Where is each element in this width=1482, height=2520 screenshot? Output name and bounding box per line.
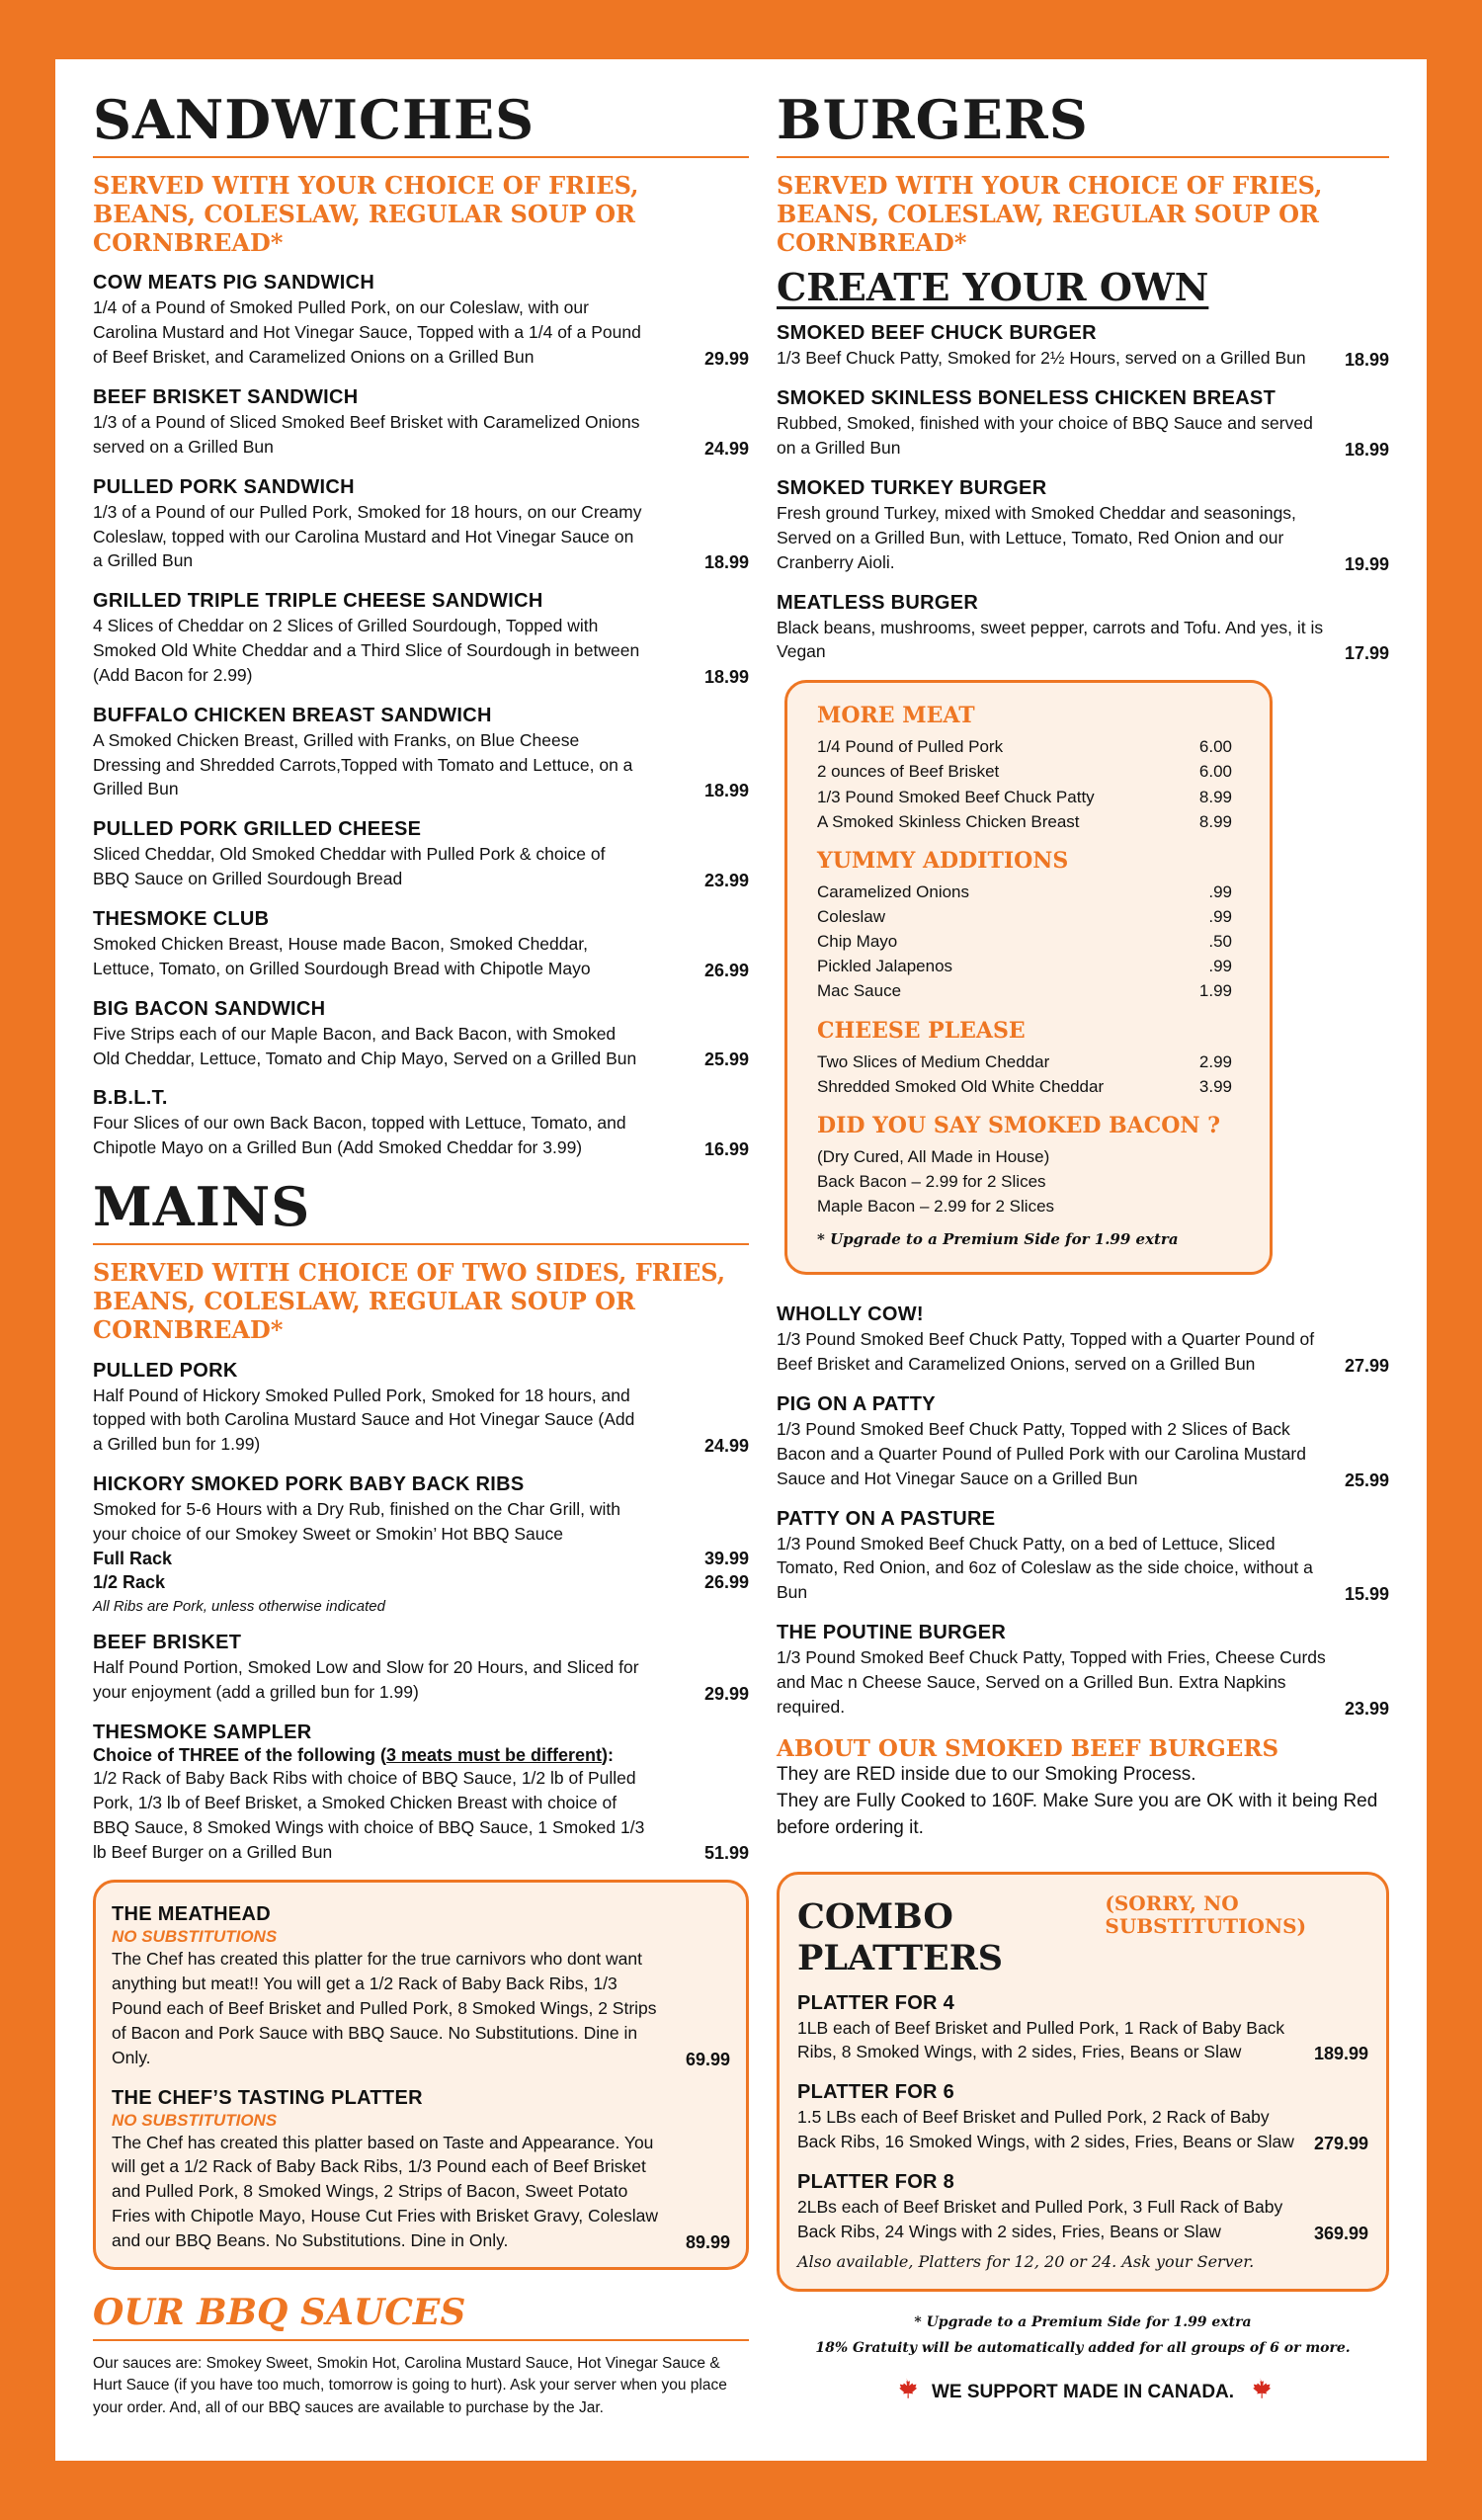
item-price: 25.99 — [703, 1050, 749, 1070]
extra-label: Caramelized Onions — [817, 882, 970, 901]
item-name: PATTY ON A PASTURE — [777, 1507, 996, 1530]
extra-price: .99 — [1208, 957, 1232, 976]
menu-item — [777, 1507, 1389, 1606]
item-name: SMOKED SKINLESS BONELESS CHICKEN BREAST — [777, 387, 1276, 410]
extra-label: Pickled Jalapenos — [817, 957, 953, 976]
item-desc: Fresh ground Turkey, mixed with Smoked Cheddar and seasonings, Served on a Grilled Bun, with Lettuce, Tomato, Red Onion and our Cranberry Aioli. — [777, 503, 1296, 572]
extra-row — [817, 1074, 1232, 1099]
extra-row — [817, 929, 1232, 954]
item-name: THESMOKE SAMPLER — [93, 1722, 312, 1744]
bacon-line: Maple Bacon – 2.99 for 2 Slices — [817, 1197, 1055, 1217]
item-name: PULLED PORK GRILLED CHEESE — [93, 818, 422, 841]
combo-title: COMBO PLATTERS — [797, 1895, 1004, 1978]
item-desc: 1/3 Beef Chuck Patty, Smoked for 2½ Hours, served on a Grilled Bun — [777, 348, 1306, 369]
extra-row — [817, 785, 1232, 809]
item-price: 23.99 — [703, 870, 749, 890]
extra-label: Chip Mayo — [817, 932, 898, 952]
extra-row — [817, 809, 1232, 834]
item-name: PLATTER FOR 8 — [797, 2170, 955, 2193]
item-price: 27.99 — [1344, 1356, 1389, 1377]
item-price: 18.99 — [703, 666, 749, 687]
item-desc: Smoked Chicken Breast, House made Bacon, Smoked Cheddar, Lettuce, Tomato, on Grilled Sourdough Bread with Chipotle Mayo — [93, 933, 591, 978]
item-price: 19.99 — [1344, 553, 1389, 574]
item-name: PLATTER FOR 6 — [797, 2081, 955, 2104]
item-desc: 1/3 Pound Smoked Beef Chuck Patty, on a bed of Lettuce, Sliced Tomato, Red Onion, and 6oz of Coleslaw as the side choice, without a Bun — [777, 1533, 1313, 1603]
extra-label: Two Slices of Medium Cheddar — [817, 1051, 1050, 1071]
sampler-choice — [93, 1745, 749, 1766]
item-price: 29.99 — [703, 349, 749, 370]
item-desc: Smoked for 5-6 Hours with a Dry Rub, finished on the Char Grill, with your choice of our Smokey Sweet or Smokin’ Hot BBQ Sauce — [93, 1499, 620, 1544]
rack-price: 26.99 — [703, 1572, 749, 1593]
create-your-own-title: CREATE YOUR OWN — [777, 265, 1209, 310]
menu-item — [777, 591, 1389, 665]
extra-price: 8.99 — [1198, 787, 1232, 806]
no-substitutions-label: NO SUBSTITUTIONS — [112, 1927, 278, 1947]
item-desc: 1/3 Pound Smoked Beef Chuck Patty, Topped with 2 Slices of Back Bacon and a Quarter Pound of Pulled Pork with our Carolina Mustard Sauce and Hot Vinegar Sauce on a Grilled Bun — [777, 1419, 1306, 1488]
cheese-please-title: CHEESE PLEASE — [817, 1017, 1026, 1044]
menu-item — [93, 1631, 749, 1705]
extras-box — [784, 680, 1273, 1275]
item-desc: Sliced Cheddar, Old Smoked Cheddar with Pulled Pork & choice of BBQ Sauce on Grilled Sourdough Bread — [93, 844, 606, 889]
mains-title: MAINS — [93, 1176, 749, 1245]
item-price: 24.99 — [703, 1436, 749, 1457]
item-name: THE CHEF’S TASTING PLATTER — [112, 2086, 423, 2109]
item-price: 89.99 — [685, 2231, 730, 2252]
item-desc: 1.5 LBs each of Beef Brisket and Pulled Pork, 2 Rack of Baby Back Ribs, 16 Smoked Wings, with 2 sides, Fries, Beans or Slaw — [797, 2107, 1294, 2152]
item-price: 369.99 — [1313, 2223, 1368, 2243]
sandwiches-title: SANDWICHES — [93, 89, 749, 158]
menu-item — [93, 475, 749, 574]
menu-item — [93, 997, 749, 1071]
extra-price: .99 — [1208, 907, 1232, 927]
choice-underlined: 3 meats must be different — [385, 1745, 603, 1766]
item-desc: 1LB each of Beef Brisket and Pulled Pork, 1 Rack of Baby Back Ribs, 8 Smoked Wings, with 2 sides, Fries, Beans or Slaw — [797, 2017, 1285, 2062]
sandwich-list — [93, 271, 749, 1160]
menu-item — [797, 2080, 1368, 2154]
extra-label: Mac Sauce — [817, 981, 902, 1001]
footer-gratuity: 18% Gratuity will be automatically added for all groups of 6 or more. — [815, 2340, 1351, 2357]
item-desc: 1/2 Rack of Baby Back Ribs with choice of BBQ Sauce, 1/2 lb of Pulled Pork, 1/3 lb of Beef Brisket, a Smoked Chicken Breast with choice of BBQ Sauce, 8 Smoked Wings with choice of BBQ Sauce, 1 Smoked 1/3 lb Beef Burger on a Grilled Bun — [93, 1768, 645, 1862]
menu-item — [93, 907, 749, 981]
item-price: 18.99 — [703, 552, 749, 573]
item-name: BEEF BRISKET SANDWICH — [93, 386, 359, 409]
sandwiches-served-note: SERVED WITH YOUR CHOICE OF FRIES, BEANS, COLESLAW, REGULAR SOUP OR CORNBREAD* — [93, 171, 639, 257]
item-name: MEATLESS BURGER — [777, 591, 979, 614]
item-price: 51.99 — [703, 1843, 749, 1864]
more-meat-title: MORE MEAT — [817, 703, 975, 729]
canada-text: WE SUPPORT MADE IN CANADA. — [931, 2381, 1235, 2402]
yummy-additions-title: YUMMY ADDITIONS — [817, 847, 1069, 874]
menu-item — [93, 1086, 749, 1160]
about-burgers-line: They are Fully Cooked to 160F. Make Sure you are OK with it being Red before ordering it. — [777, 1790, 1378, 1838]
menu-item — [112, 1902, 730, 2069]
extra-label: 2 ounces of Beef Brisket — [817, 762, 1000, 782]
menu-item — [93, 1359, 749, 1458]
item-price: 29.99 — [703, 1684, 749, 1705]
about-burgers-line: They are RED inside due to our Smoking Process. — [777, 1763, 1196, 1785]
bacon-line: (Dry Cured, All Made in House) — [817, 1146, 1050, 1166]
extra-label: 1/3 Pound Smoked Beef Chuck Patty — [817, 787, 1095, 806]
item-name: THE MEATHEAD — [112, 1903, 272, 1926]
menu-item — [93, 1472, 749, 1615]
item-desc: Black beans, mushrooms, sweet pepper, carrots and Tofu. And yes, it is Vegan — [777, 617, 1324, 662]
extra-price: 3.99 — [1198, 1076, 1232, 1096]
combo-platters-box — [777, 1872, 1389, 2292]
item-desc: 1/3 of a Pound of our Pulled Pork, Smoked for 18 hours, on our Creamy Coleslaw, topped with our Carolina Mustard and Hot Vinegar Sauce on a Grilled Bun — [93, 501, 642, 571]
ribs-half-rack — [93, 1570, 749, 1594]
item-name: THE POUTINE BURGER — [777, 1622, 1007, 1644]
choice-text: Choice of THREE of the following ( — [93, 1745, 386, 1766]
item-name: SMOKED TURKEY BURGER — [777, 477, 1047, 500]
item-desc: Rubbed, Smoked, finished with your choice of BBQ Sauce and served on a Grilled Bun — [777, 413, 1313, 459]
item-desc: 1/4 of a Pound of Smoked Pulled Pork, on our Coleslaw, with our Carolina Mustard and Hot Vinegar Sauce, Topped with a 1/4 of a Pound of Beef Brisket, and Caramelized Onions on a Grilled Bun — [93, 297, 641, 368]
footer-notes — [777, 2310, 1389, 2362]
menu-item — [777, 1621, 1389, 1720]
item-price: 24.99 — [703, 438, 749, 459]
item-desc: 1/3 Pound Smoked Beef Chuck Patty, Topped with a Quarter Pound of Beef Brisket and Caramelized Onions, served on a Grilled Bun — [777, 1329, 1315, 1375]
item-price: 18.99 — [1344, 440, 1389, 461]
item-price: 23.99 — [1344, 1698, 1389, 1719]
item-name: PULLED PORK — [93, 1359, 238, 1382]
made-in-canada — [777, 2376, 1389, 2409]
item-desc: 2LBs each of Beef Brisket and Pulled Pork, 3 Full Rack of Baby Back Ribs, 24 Wings with 2 sides, Fries, Beans or Slaw — [797, 2196, 1283, 2241]
smoked-bacon-title: DID YOU SAY SMOKED BACON ? — [817, 1112, 1221, 1138]
extra-price: .99 — [1208, 882, 1232, 901]
menu-item — [93, 271, 749, 370]
menu-item — [93, 589, 749, 688]
ribs-full-rack — [93, 1547, 749, 1570]
right-column — [777, 89, 1389, 2409]
rack-label: Full Rack — [93, 1548, 173, 1568]
item-desc: The Chef has created this platter based on Taste and Appearance. You will get a 1/2 Rack of Baby Back Ribs, 1/3 Pound each of Beef Brisket and Pulled Pork, 8 Smoked Wings, 2 Strips of Bacon, Sweet Potato Fries with Chipotle Mayo, House Cut Fries with Brisket Gravy, Coleslaw and our BBQ Beans. No Substitutions. Dine in Only. — [112, 2132, 659, 2250]
menu-item — [777, 1392, 1389, 1491]
combo-no-subs: (SORRY, NO SUBSTITUTIONS) — [1105, 1890, 1307, 1938]
extra-price: 2.99 — [1198, 1051, 1232, 1071]
item-desc: 1/3 of a Pound of Sliced Smoked Beef Brisket with Caramelized Onions served on a Grilled Bun — [93, 412, 640, 457]
item-name: PLATTER FOR 4 — [797, 1991, 955, 2014]
about-burgers-title: ABOUT OUR SMOKED BEEF BURGERS — [777, 1734, 1279, 1762]
menu-item — [93, 704, 749, 802]
menu-item — [93, 1721, 749, 1864]
item-price: 26.99 — [703, 960, 749, 980]
menu-item — [777, 1302, 1389, 1377]
extra-price: 6.00 — [1198, 737, 1232, 757]
item-desc: Half Pound Portion, Smoked Low and Slow for 20 Hours, and Sliced for your enjoyment (add a grilled bun for 1.99) — [93, 1657, 639, 1703]
item-desc: 4 Slices of Cheddar on 2 Slices of Grilled Sourdough, Topped with Smoked Old White Cheddar and a Third Slice of Sourdough in between (Add Bacon for 2.99) — [93, 616, 640, 685]
extra-price: .50 — [1208, 932, 1232, 952]
upgrade-note: * Upgrade to a Premium Side for 1.99 extra — [817, 1230, 1179, 1249]
item-price: 189.99 — [1313, 2044, 1368, 2064]
menu-item — [797, 2170, 1368, 2244]
menu-item — [797, 1991, 1368, 2065]
menu-item — [112, 2086, 730, 2253]
maple-leaf-icon — [1246, 2376, 1274, 2409]
item-name: B.B.L.T. — [93, 1087, 168, 1110]
extra-label: Coleslaw — [817, 907, 885, 927]
combo-header — [797, 1892, 1368, 1979]
menu-item — [93, 817, 749, 891]
item-name: BEEF BRISKET — [93, 1632, 242, 1654]
ribs-note: All Ribs are Pork, unless otherwise indicated — [93, 1598, 385, 1616]
rack-label: 1/2 Rack — [93, 1572, 166, 1593]
menu-item — [777, 321, 1389, 371]
item-price: 17.99 — [1344, 643, 1389, 664]
menu-item — [93, 385, 749, 460]
item-name: HICKORY SMOKED PORK BABY BACK RIBS — [93, 1473, 525, 1496]
extra-label: A Smoked Skinless Chicken Breast — [817, 811, 1080, 831]
item-price: 18.99 — [1344, 350, 1389, 371]
item-name: THESMOKE CLUB — [93, 907, 270, 930]
burgers-served-note: SERVED WITH YOUR CHOICE OF FRIES, BEANS, COLESLAW, REGULAR SOUP OR CORNBREAD* — [777, 171, 1323, 257]
extra-price: 8.99 — [1198, 811, 1232, 831]
item-name: BIG BACON SANDWICH — [93, 997, 326, 1020]
left-column — [93, 89, 749, 2419]
item-desc: Half Pound of Hickory Smoked Pulled Pork, Smoked for 18 hours, and topped with both Carolina Mustard Sauce and Hot Vinegar Sauce (Add a Grilled bun for 1.99) — [93, 1385, 635, 1455]
item-name: WHOLLY COW! — [777, 1303, 924, 1326]
item-desc: A Smoked Chicken Breast, Grilled with Franks, on Blue Cheese Dressing and Shredded Carrots,Topped with Tomato and Lettuce, on a Grilled Bun — [93, 729, 633, 799]
bacon-line: Back Bacon – 2.99 for 2 Slices — [817, 1172, 1046, 1192]
item-desc: Five Strips each of our Maple Bacon, and Back Bacon, with Smoked Old Cheddar, Lettuce, Tomato and Chip Mayo, Served on a Grilled Bun — [93, 1023, 637, 1068]
bbq-sauces-text: Our sauces are: Smokey Sweet, Smokin Hot, Carolina Mustard Sauce, Hot Vinegar Sauce & Hurt Sauce (if you have too much, tomorrow is going to hurt). Ask your server when you place your order. And, all of our BBQ sauces are available to purchase by the Jar. — [93, 2354, 727, 2416]
item-desc: 1/3 Pound Smoked Beef Chuck Patty, Topped with Fries, Cheese Curds and Mac n Cheese Sauce, Served on a Grilled Bun. Extra Napkins required. — [777, 1647, 1326, 1717]
maple-leaf-icon — [892, 2376, 920, 2409]
extra-row — [817, 1050, 1232, 1074]
item-price: 15.99 — [1344, 1584, 1389, 1605]
bbq-sauces-title: OUR BBQ SAUCES — [93, 2292, 749, 2341]
item-desc: Four Slices of our own Back Bacon, topped with Lettuce, Tomato, and Chipotle Mayo on a Grilled Bun (Add Smoked Cheddar for 3.99) — [93, 1113, 626, 1158]
menu-page — [55, 59, 1427, 2461]
extra-row — [817, 734, 1232, 759]
item-price: 16.99 — [703, 1139, 749, 1160]
extra-label: 1/4 Pound of Pulled Pork — [817, 737, 1004, 757]
extra-row — [817, 759, 1232, 784]
mains-served-note: SERVED WITH CHOICE OF TWO SIDES, FRIES, BEANS, COLESLAW, REGULAR SOUP OR CORNBREAD* — [93, 1258, 726, 1344]
extra-row — [817, 978, 1232, 1003]
item-price: 18.99 — [703, 781, 749, 801]
footer-upgrade: * Upgrade to a Premium Side for 1.99 extra — [914, 2313, 1252, 2330]
chef-platters-box — [93, 1880, 749, 2269]
also-available-note: Also available, Platters for 12, 20 or 24. Ask your Server. — [797, 2251, 1255, 2271]
burgers-title: BURGERS — [777, 89, 1389, 158]
item-name: BUFFALO CHICKEN BREAST SANDWICH — [93, 704, 492, 726]
item-desc: The Chef has created this platter for the true carnivors who dont want anything but meat!! You will get a 1/2 Rack of Baby Back Ribs, 1/3 Pound each of Beef Brisket and Pulled Pork, 8 Smoked Wings, 2 Strips of Bacon and Pork Sauce with BBQ Sauce. No Substitutions. Dine in Only. — [112, 1949, 657, 2067]
item-price: 279.99 — [1313, 2133, 1368, 2153]
menu-item — [777, 386, 1389, 461]
extra-row — [817, 954, 1232, 978]
extra-price: 1.99 — [1198, 981, 1232, 1001]
item-price: 25.99 — [1344, 1470, 1389, 1490]
item-price: 69.99 — [685, 2049, 730, 2069]
item-name: PULLED PORK SANDWICH — [93, 475, 355, 498]
extra-row — [817, 904, 1232, 929]
extra-row — [817, 880, 1232, 904]
no-substitutions-label: NO SUBSTITUTIONS — [112, 2110, 278, 2130]
burger-list-2 — [777, 1302, 1389, 1719]
item-name: COW MEATS PIG SANDWICH — [93, 272, 375, 294]
extra-label: Shredded Smoked Old White Cheddar — [817, 1076, 1105, 1096]
item-name: SMOKED BEEF CHUCK BURGER — [777, 322, 1097, 345]
extra-price: 6.00 — [1198, 762, 1232, 782]
choice-text-end: ): — [602, 1745, 615, 1766]
rack-price: 39.99 — [703, 1548, 749, 1568]
menu-item — [777, 476, 1389, 575]
item-name: PIG ON A PATTY — [777, 1393, 936, 1416]
item-name: GRILLED TRIPLE TRIPLE CHEESE SANDWICH — [93, 590, 543, 613]
